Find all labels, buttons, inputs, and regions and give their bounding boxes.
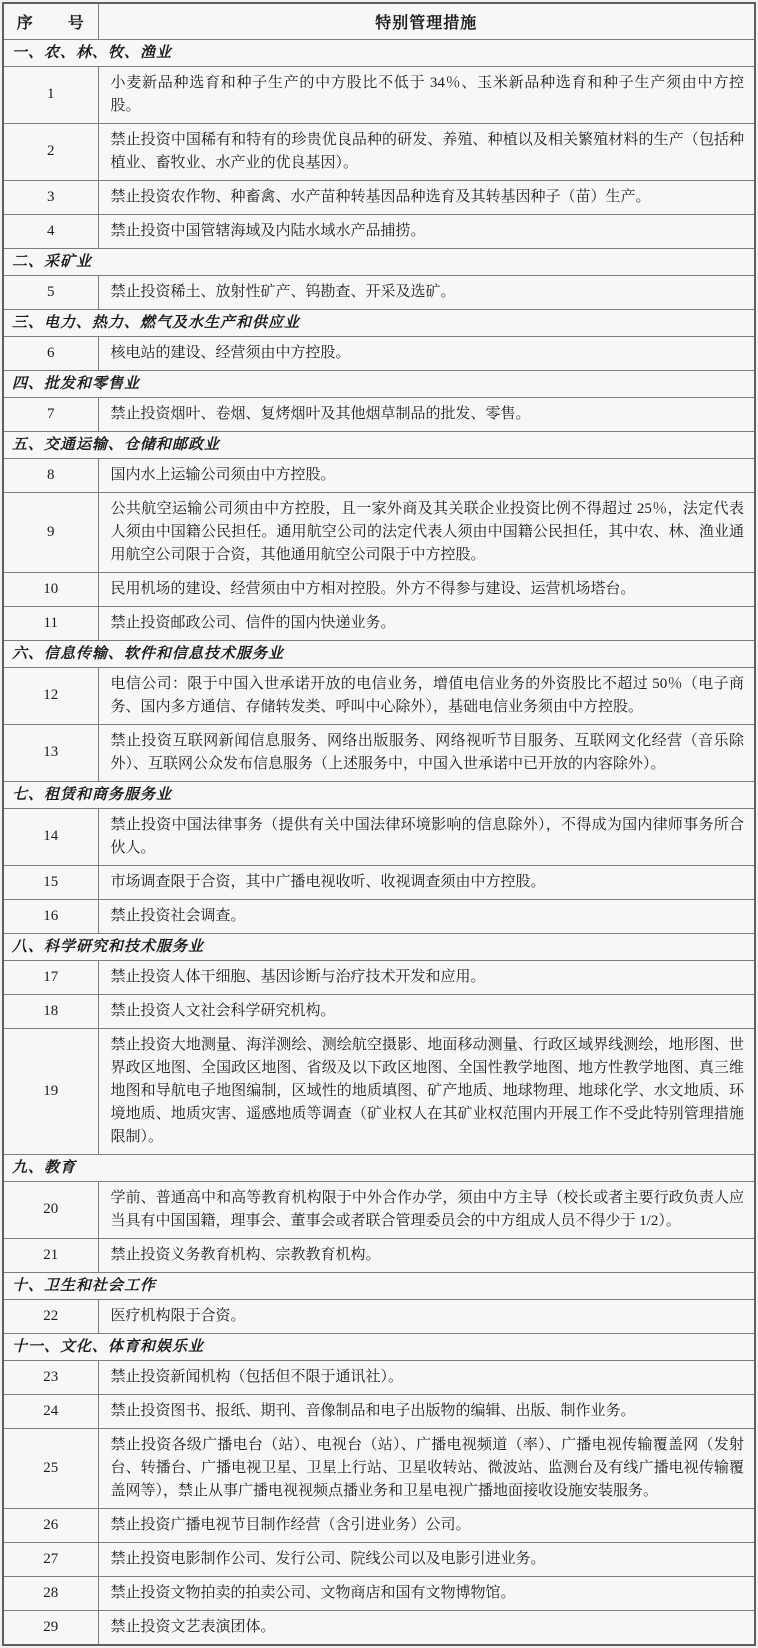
measure-text: 民用机场的建设、经营须由中方相对控股。外方不得参与建设、运营机场塔台。 (98, 572, 755, 606)
measure-row (3, 865, 755, 899)
section-header-row (3, 781, 755, 808)
section-header-row (3, 1154, 755, 1181)
measure-text: 小麦新品种选育和种子生产的中方股比不低于 34％、玉米新品种选育和种子生产须由中方控股。 (98, 66, 755, 123)
measure-text: 禁止投资中国稀有和特有的珍贵优良品种的研发、养殖、种植以及相关繁殖材料的生产（包括种植业、畜牧业、水产业的优良基因）。 (98, 123, 755, 180)
measure-serial-number: 15 (3, 865, 98, 899)
measure-text: 禁止投资大地测量、海洋测绘、测绘航空摄影、地面移动测量、行政区域界线测绘，地形图、世界政区地图、全国政区地图、省级及以下政区地图、全国性教学地图、地方性教学地图、真三维地图和导航电子地图编制，区域性的地质填图、矿产地质、地球物理、地球化学、水文地质、环境地质、地质灾害、遥感地质等调查（矿业权人在其矿业权范围内开展工作不受此特别管理措施限制）。 (98, 1028, 755, 1154)
section-title: 三、电力、热力、燃气及水生产和供应业 (3, 309, 755, 336)
measure-serial-number: 16 (3, 899, 98, 933)
measure-row (3, 1181, 755, 1238)
measure-row (3, 123, 755, 180)
table-header-row (3, 3, 755, 39)
measure-row (3, 808, 755, 865)
measure-serial-number: 11 (3, 606, 98, 640)
measure-row (3, 724, 755, 781)
measure-row (3, 667, 755, 724)
measure-text: 禁止投资人体干细胞、基因诊断与治疗技术开发和应用。 (98, 960, 755, 994)
section-header-row (3, 1272, 755, 1299)
measure-serial-number: 21 (3, 1238, 98, 1272)
section-title: 四、批发和零售业 (3, 370, 755, 397)
measure-row (3, 397, 755, 431)
measure-row (3, 1428, 755, 1508)
measure-text: 禁止投资社会调查。 (98, 899, 755, 933)
measure-text: 禁止投资烟叶、卷烟、复烤烟叶及其他烟草制品的批发、零售。 (98, 397, 755, 431)
measure-serial-number: 17 (3, 960, 98, 994)
measure-serial-number: 29 (3, 1610, 98, 1645)
measure-serial-number: 28 (3, 1576, 98, 1610)
measure-serial-number: 8 (3, 458, 98, 492)
section-header-row (3, 370, 755, 397)
section-title: 十、卫生和社会工作 (3, 1272, 755, 1299)
measure-serial-number: 10 (3, 572, 98, 606)
measures-table-body (3, 39, 755, 1645)
measure-serial-number: 13 (3, 724, 98, 781)
measure-text: 医疗机构限于合资。 (98, 1299, 755, 1333)
measure-row (3, 492, 755, 572)
measure-serial-number: 1 (3, 66, 98, 123)
measure-text: 禁止投资中国法律事务（提供有关中国法律环境影响的信息除外），不得成为国内律师事务所合伙人。 (98, 808, 755, 865)
measure-serial-number: 22 (3, 1299, 98, 1333)
measure-text: 市场调查限于合资，其中广播电视收听、收视调查须由中方控股。 (98, 865, 755, 899)
measure-row (3, 572, 755, 606)
measure-serial-number: 9 (3, 492, 98, 572)
measure-text: 禁止投资文物拍卖的拍卖公司、文物商店和国有文物博物馆。 (98, 1576, 755, 1610)
section-title: 六、信息传输、软件和信息技术服务业 (3, 640, 755, 667)
measure-text: 禁止投资图书、报纸、期刊、音像制品和电子出版物的编辑、出版、制作业务。 (98, 1394, 755, 1428)
measure-serial-number: 20 (3, 1181, 98, 1238)
measure-row (3, 1394, 755, 1428)
section-title: 一、农、林、牧、渔业 (3, 39, 755, 66)
measure-serial-number: 25 (3, 1428, 98, 1508)
measure-row (3, 1542, 755, 1576)
measure-text: 禁止投资人文社会科学研究机构。 (98, 994, 755, 1028)
measure-text: 禁止投资广播电视节目制作经营（含引进业务）公司。 (98, 1508, 755, 1542)
section-header-row (3, 39, 755, 66)
measure-text: 禁止投资电影制作公司、发行公司、院线公司以及电影引进业务。 (98, 1542, 755, 1576)
measure-row (3, 606, 755, 640)
measure-row (3, 1360, 755, 1394)
measure-serial-number: 7 (3, 397, 98, 431)
measure-row (3, 180, 755, 214)
measure-row (3, 214, 755, 248)
measure-serial-number: 19 (3, 1028, 98, 1154)
column-header-special-measures: 特别管理措施 (98, 3, 755, 39)
column-header-serial-number: 序 号 (3, 3, 98, 39)
section-title: 七、租赁和商务服务业 (3, 781, 755, 808)
measure-text: 禁止投资互联网新闻信息服务、网络出版服务、网络视听节目服务、互联网文化经营（音乐除外）、互联网公众发布信息服务（上述服务中，中国入世承诺中已开放的内容除外）。 (98, 724, 755, 781)
measure-serial-number: 26 (3, 1508, 98, 1542)
measure-text: 禁止投资文艺表演团体。 (98, 1610, 755, 1645)
measure-serial-number: 23 (3, 1360, 98, 1394)
measure-serial-number: 2 (3, 123, 98, 180)
measure-text: 禁止投资新闻机构（包括但不限于通讯社）。 (98, 1360, 755, 1394)
measure-serial-number: 6 (3, 336, 98, 370)
measure-row (3, 1028, 755, 1154)
measure-text: 电信公司：限于中国入世承诺开放的电信业务，增值电信业务的外资股比不超过 50％（电子商务、国内多方通信、存储转发类、呼叫中心除外），基础电信业务须由中方控股。 (98, 667, 755, 724)
section-header-row (3, 933, 755, 960)
section-title: 五、交通运输、仓储和邮政业 (3, 431, 755, 458)
measure-row (3, 994, 755, 1028)
section-header-row (3, 1333, 755, 1360)
measure-text: 学前、普通高中和高等教育机构限于中外合作办学，须由中方主导（校长或者主要行政负责人应当具有中国国籍，理事会、董事会或者联合管理委员会的中方组成人员不得少于 1/2）。 (98, 1181, 755, 1238)
measure-serial-number: 24 (3, 1394, 98, 1428)
measure-text: 禁止投资邮政公司、信件的国内快递业务。 (98, 606, 755, 640)
measure-text: 禁止投资稀土、放射性矿产、钨勘查、开采及选矿。 (98, 275, 755, 309)
section-title: 二、采矿业 (3, 248, 755, 275)
measure-text: 禁止投资农作物、种畜禽、水产苗种转基因品种选育及其转基因种子（苗）生产。 (98, 180, 755, 214)
section-header-row (3, 248, 755, 275)
section-header-row (3, 309, 755, 336)
measure-text: 禁止投资中国管辖海域及内陆水域水产品捕捞。 (98, 214, 755, 248)
section-title: 十一、文化、体育和娱乐业 (3, 1333, 755, 1360)
measure-serial-number: 12 (3, 667, 98, 724)
measure-row (3, 458, 755, 492)
measure-serial-number: 14 (3, 808, 98, 865)
section-header-row (3, 431, 755, 458)
measure-row (3, 275, 755, 309)
measure-row (3, 960, 755, 994)
measure-text: 禁止投资各级广播电台（站）、电视台（站）、广播电视频道（率）、广播电视传输覆盖网（发射台、转播台、广播电视卫星、卫星上行站、卫星收转站、微波站、监测台及有线广播电视传输覆盖网等），禁止从事广播电视视频点播业务和卫星电视广播地面接收设施安装服务。 (98, 1428, 755, 1508)
measure-serial-number: 4 (3, 214, 98, 248)
measure-row (3, 899, 755, 933)
measure-text: 公共航空运输公司须由中方控股，且一家外商及其关联企业投资比例不得超过 25％，法定代表人须由中国籍公民担任。通用航空公司的法定代表人须由中国籍公民担任，其中农、林、渔业通用航空公司限于合资，其他通用航空公司限于中方控股。 (98, 492, 755, 572)
measure-row (3, 1576, 755, 1610)
measure-serial-number: 5 (3, 275, 98, 309)
measure-serial-number: 18 (3, 994, 98, 1028)
measure-serial-number: 27 (3, 1542, 98, 1576)
section-title: 八、科学研究和技术服务业 (3, 933, 755, 960)
section-title: 九、教育 (3, 1154, 755, 1181)
section-header-row (3, 640, 755, 667)
measure-row (3, 1299, 755, 1333)
measure-text: 核电站的建设、经营须由中方控股。 (98, 336, 755, 370)
special-measures-table (2, 2, 756, 1646)
measure-text: 国内水上运输公司须由中方控股。 (98, 458, 755, 492)
measure-row (3, 336, 755, 370)
measure-text: 禁止投资义务教育机构、宗教教育机构。 (98, 1238, 755, 1272)
measure-row (3, 1610, 755, 1645)
measure-row (3, 1238, 755, 1272)
measure-serial-number: 3 (3, 180, 98, 214)
measure-row (3, 66, 755, 123)
measure-row (3, 1508, 755, 1542)
